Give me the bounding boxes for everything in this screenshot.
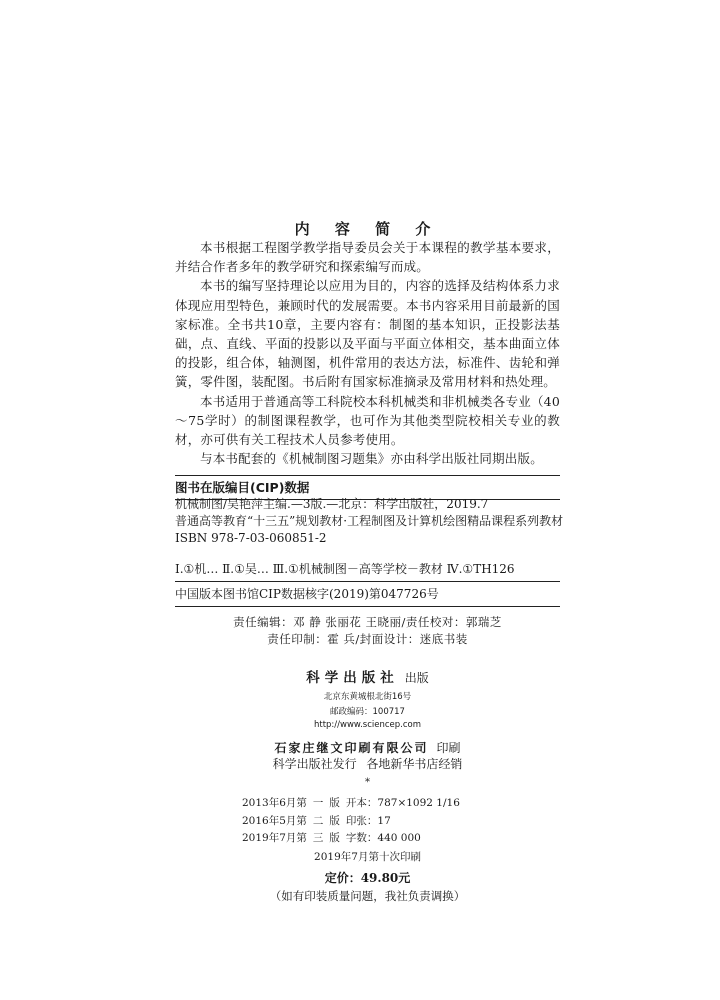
reprint-info: 2019年7月第十次印刷 bbox=[314, 851, 421, 863]
intro-paragraph: 与本书配套的《机械制图习题集》亦由科学出版社同期出版。 bbox=[200, 451, 543, 467]
edition-date: 2013年6月第 bbox=[242, 797, 307, 809]
printer-name: 石家庄继文印刷有限公司 bbox=[274, 741, 429, 755]
edition-word: 版 bbox=[329, 814, 340, 827]
edition-date: 2019年7月第 bbox=[242, 832, 307, 844]
edition-word: 版 bbox=[329, 797, 340, 809]
edition-number: 一 bbox=[312, 797, 324, 809]
printer bbox=[175, 737, 560, 756]
edition-word: 版 bbox=[329, 832, 340, 844]
price: 定价：49.80元 bbox=[324, 871, 411, 885]
edition-table bbox=[242, 795, 466, 848]
cip-classification: Ⅰ.①机… Ⅱ.①吴… Ⅲ.①机械制图－高等学校－教材 Ⅳ.①TH126 bbox=[175, 562, 515, 576]
cip-number: 中国版本图书馆CIP数据核字(2019)第047726号 bbox=[175, 581, 560, 607]
credits-production: 责任印制：霍 兵/封面设计：迷底书装 bbox=[267, 632, 468, 646]
publisher-postcode: 邮政编码：100717 bbox=[330, 707, 405, 717]
edition-row bbox=[242, 813, 466, 831]
edition-spec: 开本：787×1092 1/16 bbox=[345, 797, 460, 809]
distribution: 科学出版社发行 各地新华书店经销 bbox=[272, 757, 463, 771]
edition-number: 三 bbox=[312, 832, 324, 844]
publisher-suffix: 出版 bbox=[404, 671, 429, 685]
cip-heading: 图书在版编目(CIP)数据 bbox=[175, 475, 560, 500]
cip-line-title: 机械制图/吴艳萍主编.—3版.—北京：科学出版社，2019.7 bbox=[175, 497, 489, 511]
separator-star: * bbox=[365, 777, 370, 788]
intro-section bbox=[175, 238, 560, 468]
publisher-address: 北京东黄城根北街16号 bbox=[323, 692, 412, 702]
edition-row bbox=[242, 795, 466, 813]
credits bbox=[175, 614, 560, 648]
intro-paragraph: 本书适用于普通高等工科院校本科机械类和非机械类各专业（40～75学时）的制图课程教学，也可作为其他类型院校相关专业的教材，亦可供有关工程技术人员参考使用。 bbox=[175, 393, 560, 448]
quality-notice: （如有印装质量问题，我社负责调换） bbox=[269, 889, 466, 903]
intro-paragraph: 本书根据工程图学教学指导委员会关于本课程的教学基本要求，并结合作者多年的教学研究和探索编写而成。 bbox=[175, 240, 560, 275]
intro-paragraph: 本书的编写坚持理论以应用为目的，内容的选择及结构体系力求体现应用型特色，兼顾时代的发展需要。本书内容采用目前最新的国家标准。全书共10章，主要内容有：制图的基本知识，正投影法基础，点、直线、平面的投影以及平面与平面立体相交，基本曲面立体的投影，组合体，轴测图，机件常用的表达方法，标准件、齿轮和弹簧，零件图，装配图。书后附有国家标准摘录及常用材料和热处理。 bbox=[175, 278, 560, 390]
cip-record bbox=[175, 496, 564, 547]
edition-row bbox=[242, 830, 466, 848]
edition-spec: 印张：17 bbox=[345, 814, 391, 827]
printer-suffix: 印刷 bbox=[436, 741, 461, 755]
edition-date: 2016年5月第 bbox=[242, 814, 307, 827]
credits-editors: 责任编辑：邓 静 张丽花 王晓丽/责任校对：郭瑞芝 bbox=[233, 615, 502, 629]
edition-spec: 字数：440 000 bbox=[345, 832, 421, 844]
page-title: 内 容 简 介 bbox=[294, 220, 441, 238]
publisher bbox=[175, 666, 560, 686]
publisher-website: http://www.sciencep.com bbox=[313, 720, 422, 730]
edition-number: 二 bbox=[312, 814, 324, 827]
cip-line-series: 普通高等教育“十三五”规划教材·工程制图及计算机绘图精品课程系列教材 bbox=[175, 514, 564, 528]
cip-isbn: ISBN 978-7-03-060851-2 bbox=[175, 531, 327, 545]
publisher-name: 科学出版社 bbox=[306, 670, 399, 686]
